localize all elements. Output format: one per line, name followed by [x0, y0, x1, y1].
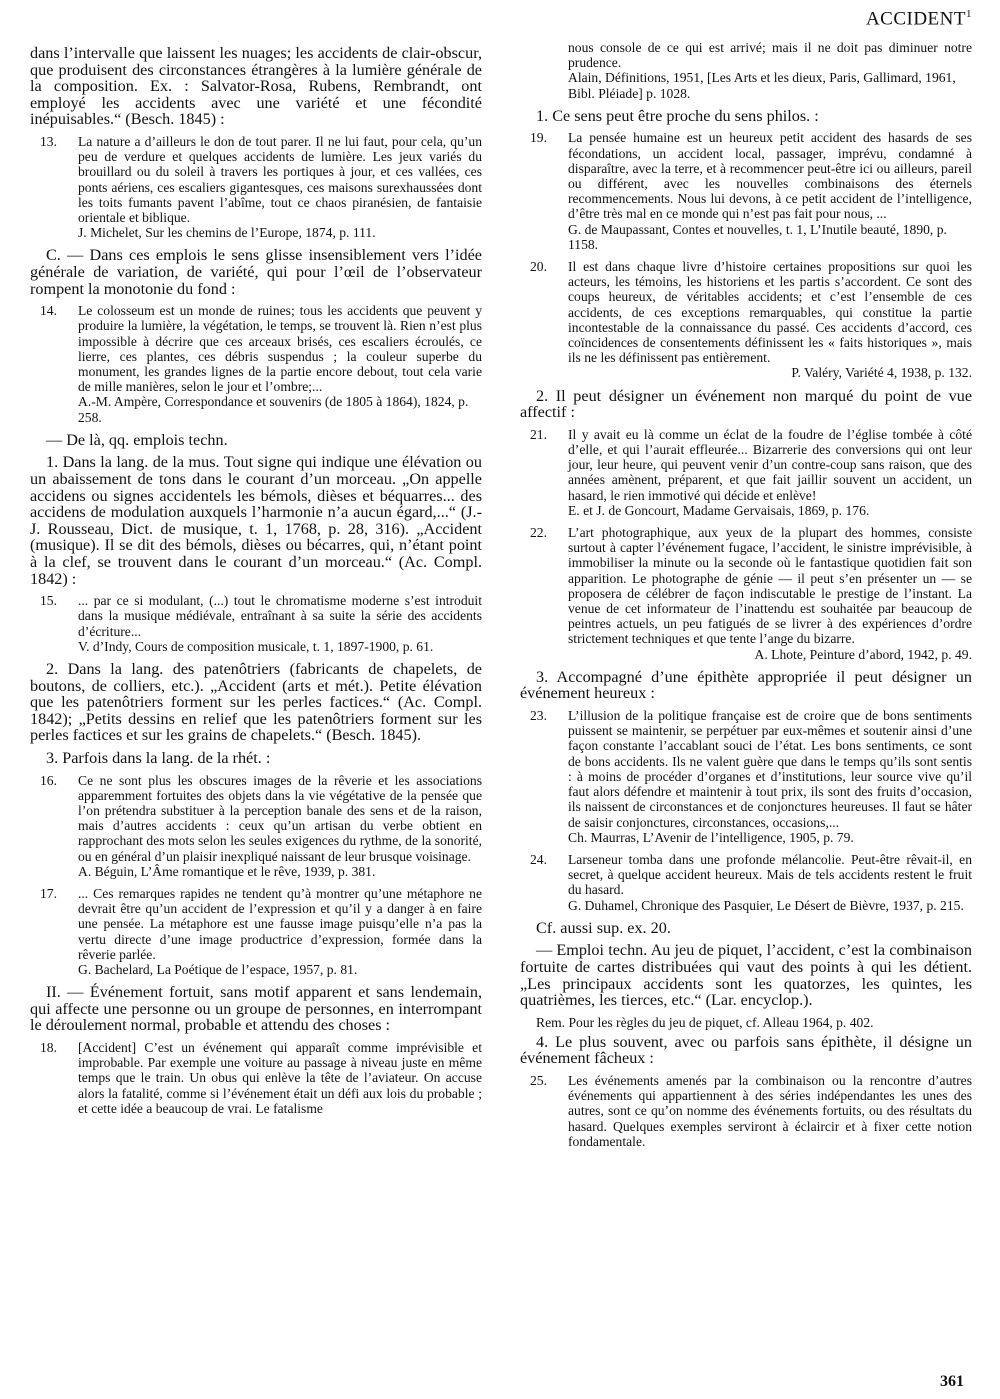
section-ii-paragraph: II. — Événement fortuit, sans motif apparent et sans lendemain, qui affecte une personne ou un groupe de personnes, en interrompant le déroulement normal, probable et attendu des choses :: [30, 983, 482, 1035]
example-18: [40, 1039, 482, 1116]
example-number: 17.: [40, 885, 57, 901]
example-17: [40, 885, 482, 977]
section-c-paragraph: C. — Dans ces emplois le sens glisse insensiblement vers l’idée générale de variation, de variété, qui pour l’œil de l’observateur rompent la monotonie du fond :: [30, 246, 482, 298]
example-text: [Accident] C’est un événement qui apparaît comme imprévisible et improbable. Par exemple une voiture au passage à niveau juste en même temps que le train. Un obus qui enlève la tête de l’aviateur. On accuse alors la fatalité, comme si l’événement était un défi aux lois du probable ; et cette idée a beaucoup de vrai. Le fatalisme: [78, 1039, 482, 1116]
example-source: G. de Maupassant, Contes et nouvelles, t. 1, L’Inutile beauté, 1890, p. 1158.: [568, 221, 947, 252]
paragraph-cf: Cf. aussi sup. ex. 20.: [536, 918, 671, 937]
example-16: [40, 772, 482, 879]
page-number: 361: [940, 1373, 964, 1390]
example-24: [530, 851, 972, 913]
example-number: 21.: [530, 426, 547, 442]
example-25: [530, 1073, 972, 1149]
example-text: Ce ne sont plus les obscures images de la rêverie et les associations apparemment fortuites des objets dans la vie végétative de la pensée que l’on prétendra substituer à la perception banale des sens et de la raison, mais d’autres accidents : ceux qu’un artisan du verbe obtient en rapprochant des mots selon les seules exigences du rythme, de la sonorité, ou en général d’un plaisir inexpliqué naissant de leur brusque voisinage.: [78, 772, 482, 864]
example-source: Ch. Maurras, L’Avenir de l’intelligence, 1905, p. 79.: [568, 829, 854, 845]
example-text: L’art photographique, aux yeux de la plupart des hommes, consiste surtout à capter l’événement fugace, l’accident, le sinistre imprévisible, à immobiliser la minute ou la seconde où le fantastique quotidien fait son apparition. Le photographe de génie — il peut s’en présenter un — se proposera de célébrer de façon indiscutable le prestige de l’instant. La venue de cet informateur de l’inattendu est souhaitée par beaucoup de peintres actuels, un peu fatigués de se livrer à des expériences d’ordre strictement techniques et que tente l’ange du bizarre.: [568, 525, 972, 647]
example-text: Larseneur tomba dans une profonde mélancolie. Peut-être rêvait-il, en secret, à quelque accident heureux. Mais de tels accidents restent le fruit du hasard.: [568, 851, 972, 898]
example-text: Le colosseum est un monde de ruines; tous les accidents que peuvent y produire la lumière, la végétation, le temps, se trouvent là. Rien n’est plus impossible à décrire que ces arceaux brisés, ces escaliers écroulés, ce lierre, ces plantes, ces débris suspendus ; la couleur superbe du monument, les grandes lignes de la partie encore debout, tout cela varie de mille manières, selon le jour et l’ombre;...: [78, 303, 482, 395]
running-header: [866, 8, 972, 30]
example-number: 13.: [40, 133, 57, 149]
paragraph-clair-obscur: dans l’intervalle que laissent les nuages; les accidents de clair-obscur, que produisent des circonstances étrangères à la lumière générale de la composition. Ex. : Salvator-Rosa, Rubens, Rembrandt, ont employé les accidents avec une variété et une fécondité inépuisables.“ (Besch. 1845) :: [30, 44, 482, 129]
paragraph-non-marque: 2. Il peut désigner un événement non marqué du point de vue affectif :: [520, 386, 972, 422]
example-text: L’illusion de la politique française est de croire que de bons sentiments puissent se maintenir, se perpétuer par eux-mêmes et soutenir ainsi d’une façon constante l’accablant souci de l’état. Les bons sentiments, ce sont de bons accidents. Ils ne valent guère que dans le temps qu’ils sont sentis : à moins de procéder d’organes et d’institutions, leur source vive qu’il faut alors défendre et maintenir à tout prix, ils sont des fruits d’occasion, ils naissent de circonstances et de conjonctures heureuses. Il faut se hâter de saisir conjonctures, circonstances, occasions,...: [568, 708, 972, 830]
example-text: ... Ces remarques rapides ne tendent qu’à montrer qu’une métaphore ne devrait être qu’un accident de l’expression et qu’il y a danger à en faire une pensée. La métaphore est une fausse image puisqu’elle n’a pas la vertu directe d’une image productrice d’expression, formée dans la rêverie parlée.: [78, 885, 482, 962]
header-title: ACCIDENT: [865, 8, 966, 30]
right-column: [520, 40, 972, 1156]
paragraph-de-la: — De là, qq. emplois techn.: [46, 430, 228, 449]
example-text: Il y avait eu là comme un éclat de la foudre de l’église tombée à côté d’elle, et qui l’aurait effleurée... Bizarrerie des conversions qui ont leur jour, leur heure, qui peuvent venir d’un contre-coup sans raison, que des années amènent, préparent, et que fait jaillir souvent un accident, un hasard, le rien immotivé qui décide et enlève!: [568, 426, 972, 503]
example-number: 23.: [530, 708, 547, 724]
example-source: Alain, Définitions, 1951, [Les Arts et les dieux, Paris, Gallimard, 1961, Bibl. Pléiade] p. 1028.: [568, 70, 956, 101]
example-source: J. Michelet, Sur les chemins de l’Europe, 1874, p. 111.: [78, 225, 376, 241]
example-source: E. et J. de Goncourt, Madame Gervaisais, 1869, p. 176.: [568, 502, 870, 518]
example-source: A.-M. Ampère, Correspondance et souvenirs (de 1805 à 1864), 1824, p. 258.: [78, 394, 469, 425]
example-22: [530, 525, 972, 662]
example-number: 25.: [530, 1073, 547, 1089]
header-sup: 1: [966, 8, 972, 20]
example-number: 15.: [40, 593, 57, 609]
paragraph-rhetorique: 3. Parfois dans la lang. de la rhét. :: [46, 748, 271, 767]
example-text: Il est dans chaque livre d’histoire certaines propositions sur quoi les acteurs, les témoins, les historiens et les partis s’accordent. Ce sont des coups heureux, de véritables accidents; et c’est l’ensemble de ces accidents, de ces exceptions remarquables, qui constitue la partie incontestable de la connaissance du passé. Ces accidents d’accord, ces coïncidences de consentements définissent les « faits historiques », mais ils ne les définissent pas entièrement.: [568, 259, 972, 366]
example-source: A. Lhote, Peinture d’abord, 1942, p. 49.: [754, 646, 972, 662]
example-14: [40, 303, 482, 425]
example-20: [530, 259, 972, 381]
example-number: 14.: [40, 303, 57, 319]
example-text: nous console de ce qui est arrivé; mais il ne doit pas diminuer notre prudence.: [568, 40, 972, 71]
example-13: [40, 133, 482, 241]
paragraph-sens-philos: 1. Ce sens peut être proche du sens philos. :: [536, 106, 819, 125]
example-source: A. Béguin, L’Âme romantique et le rêve, 1939, p. 381.: [78, 863, 376, 879]
paragraph-emploi-techn: — Emploi techn. Au jeu de piquet, l’accident, c’est la combinaison fortuite de cartes distribuées qui vaut des points à qui les détient. „Les principaux accidents sont les quatorzes, les quintes, les quatrièmes, les tierces, etc.“ (Lar. encyclop.).: [520, 941, 972, 1010]
example-19: [530, 130, 972, 252]
remark: Rem. Pour les règles du jeu de piquet, cf. Alleau 1964, p. 402.: [536, 1014, 874, 1030]
example-18-continued: [568, 40, 972, 101]
example-source: P. Valéry, Variété 4, 1938, p. 132.: [791, 365, 972, 381]
example-text: La nature a d’ailleurs le don de tout parer. Il ne lui faut, pour cela, qu’un peu de verdure et quelques accidents de lumière. Les jeux variés du brouillard ou du soleil à travers les portiques à jour, et ces vallées, ces ponts aériens, ces escaliers gigantesques, ces maisons surexhaussées dont les toits fumants pavent l’abîme, tout ce chaos piranésien, de fantaisie orientale et biblique.: [78, 133, 482, 225]
example-source: G. Duhamel, Chronique des Pasquier, Le Désert de Bièvre, 1937, p. 215.: [568, 897, 964, 913]
example-text: ... par ce si modulant, (...) tout le chromatisme moderne s’est introduit dans la musique médiévale, entraînant à sa suite la série des accidents d’écriture...: [78, 593, 482, 639]
example-number: 24.: [530, 851, 547, 867]
example-source: V. d’Indy, Cours de composition musicale, t. 1, 1897-1900, p. 61.: [78, 638, 434, 654]
example-number: 18.: [40, 1039, 57, 1055]
left-column: [30, 45, 482, 1123]
example-text: Les événements amenés par la combinaison ou la rencontre d’autres événements qui appartiennent à des séries indépendantes les unes des autres, sont ce qu’on nomme des événements fortuits, ou des résultats du hasard. Quelques exemples serviront à éclaircir et à fixer cette notion fondamentale.: [568, 1073, 972, 1149]
example-number: 20.: [530, 259, 547, 275]
example-23: [530, 708, 972, 845]
example-number: 22.: [530, 525, 547, 541]
paragraph-musique: 1. Dans la lang. de la mus. Tout signe qui indique une élévation ou un abaissement de tons dans le courant d’un morceau. „On appelle accidens ou signes accidentels les bémols, dièses et béquarres... des accidens de modulation auxquels l’harmonie n’a aucun égard,...“ (J.-J. Rousseau, Dict. de musique, t. 1, 1768, p. 28, 316). „Accident (musique). Il se dit des bémols, dièses ou bécarres, qui, n’étant point à la clef, se trouvent dans le courant d’un morceau.“ (Ac. Compl. 1842) :: [30, 453, 482, 588]
paragraph-patenotriers: 2. Dans la lang. des patenôtriers (fabricants de chapelets, de boutons, de colliers, etc.). „Accident (arts et mét.). Petite élévation que les patenôtriers forment sur les perles factices.“ (Ac. Compl. 1842); „Petits dessins en relief que les patenôtriers forment sur les perles factices et sur les grains de chapelets.“ (Besch. 1845).: [30, 659, 482, 745]
example-15: [40, 593, 482, 654]
example-number: 16.: [40, 772, 57, 788]
example-21: [530, 426, 972, 518]
paragraph-evenement-heureux: 3. Accompagné d’une épithète appropriée il peut désigner un événement heureux :: [520, 667, 972, 703]
example-source: G. Bachelard, La Poétique de l’espace, 1957, p. 81.: [78, 961, 358, 977]
example-number: 19.: [530, 130, 547, 146]
example-text: La pensée humaine est un heureux petit accident des hasards de ses fécondations, un accident local, passager, imprévu, condamné à disparaître, avec la terre, et à recommencer peut-être ici ou ailleurs, pareil ou différent, avec les nouvelles combinaisons des éternels recommencements. Nous lui devons, à ce petit accident de l’intelligence, d’être très mal en ce monde qui n’est pas fait pour nous, ...: [568, 130, 972, 222]
paragraph-evenement-facheux: 4. Le plus souvent, avec ou parfois sans épithète, il désigne un événement fâcheux :: [520, 1032, 972, 1068]
